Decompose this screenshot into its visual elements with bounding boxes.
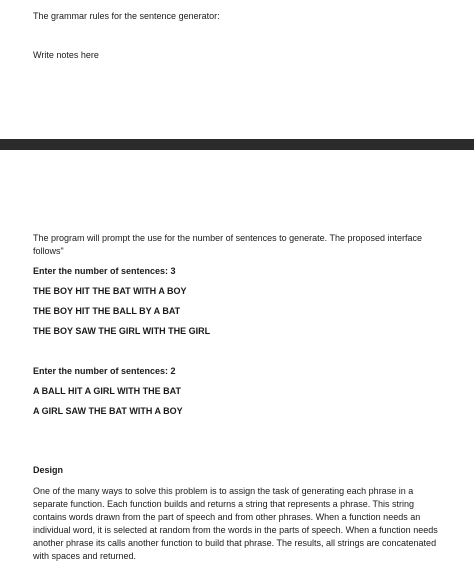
example2-sentence-1: A BALL HIT A GIRL WITH THE BAT xyxy=(33,386,181,396)
document-page-2 xyxy=(0,150,474,573)
design-paragraph: One of the many ways to solve this problem is to assign the task of generating each phrase in a separate function. Each function builds and returns a string that represents a phrase. This string contains words drawn from the part of speech and from other phrases. When a function needs an individual word, it is selected at random from the words in the parts of speech. When a function needs another phrase its calls another function to build that phrase. The results, all strings are concatenated with spaces and returned. xyxy=(33,486,438,561)
design-heading: Design xyxy=(33,465,64,475)
example1-sentence-3: THE BOY SAW THE GIRL WITH THE GIRL xyxy=(33,326,211,336)
example2-sentence-2: A GIRL SAW THE BAT WITH A BOY xyxy=(33,406,183,416)
interface-intro-paragraph: The program will prompt the use for the number of sentences to generate. The proposed interface follows" xyxy=(33,233,423,256)
document-page-1 xyxy=(0,0,474,139)
grammar-rules-heading: The grammar rules for the sentence generator: xyxy=(33,11,220,21)
example1-prompt: Enter the number of sentences: 3 xyxy=(33,266,176,276)
notes-placeholder[interactable]: Write notes here xyxy=(33,50,99,60)
example1-sentence-1: THE BOY HIT THE BAT WITH A BOY xyxy=(33,286,187,296)
page-break-separator xyxy=(0,139,474,150)
example1-sentence-2: THE BOY HIT THE BALL BY A BAT xyxy=(33,306,181,316)
example2-prompt: Enter the number of sentences: 2 xyxy=(33,366,176,376)
